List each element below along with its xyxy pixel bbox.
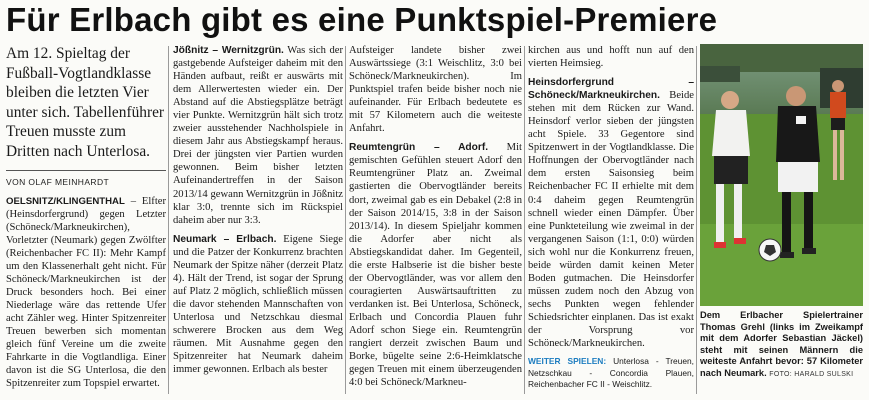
article-paragraph: [528, 76, 694, 350]
paragraph-text: – Elfter (Heinsdorfergrund) gegen Letzter (Schöneck/Markneukirchen), Vorletzter (Neumark) gegen Zwölfter (Reichenbacher FC II): Mehr Kampf um den Klassenerhalt geht nicht. Für Schöneck/Markneukirchen ist der Druck besonders hoch. Bei einer Niederlage wäre das rettende Ufer acht Zähler weg. Hinter Spitzenreiter Treuen bewerben sich momentan gleich fünf Vereine um die zweite Fahrkarte in die Vogtlandliga. Einer davon ist die SG Unterlosa, die den Spitzenreiter zum Topspiel erwartet.: [6, 195, 166, 390]
match-heading: Jößnitz – Wernitzgrün.: [173, 45, 284, 56]
match-photo: [700, 44, 863, 306]
paragraph-text: Mit gemischten Gefühlen steuert Adorf den Reumtengrüner Platz an. Zweimal gastierten die Obervogtländer bereits dort, zweimal gab es ein Debakel (2:8 in der Saison 2014/15, 3:8 in der Saison 2013/14). In diesem Spieljahr kommen die Adorfer aber nicht als Abstiegskandidat daher. Im Gegenteil, die erste Halbserie ist die bisher beste der Obervogtländer, was vor allem den couragierten Auswärtsauftritten zu verdanken ist. Bei Unterlosa, Schöneck, Erlbach und Concordia Plauen fuhr Adorf schon Siege ein. Reumtengrün rangiert derzeit zwischen Baum und Borke, bügelte seine 2:6-Heimklatsche gegen Treuen mit einem überzeugenden 4:0 bei Schöneck/Markneu-: [349, 142, 522, 389]
match-heading: Reumtengrün – Adorf.: [349, 142, 489, 154]
column-rule: [168, 46, 169, 394]
caption-text: Dem Erlbacher Spielertrainer Thomas Grehl (links im Zweikampf mit dem Adorfer Sebastian Jäckel) steht mit seinen Männern die weiteste Anfahrt bevor: 57 Kilometer nach Neumark.: [700, 310, 863, 378]
paragraph-text: Eigene Siege und die Patzer der Konkurrenz brachten Neumark der Spitze näher (derzeit Platz 4). Hält der Trend, ist sogar der Sprung auf Platz 2 möglich, schließlich müssen die davor stehenden Mannschaften von Unterlosa und Netzschkau diesmal schwerere Brocken aus dem Weg räumen. Mit Ausnahme gegen den Spitzenreiter hat Neumark daheim immer gewonnen. Erlbach als bester: [173, 233, 343, 376]
divider: [6, 170, 166, 171]
football-players-image: [700, 44, 863, 306]
article-paragraph: [173, 233, 343, 377]
column-5: [700, 44, 863, 396]
column-1: [6, 44, 166, 396]
further-matches-label: WEITER SPIELEN:: [528, 356, 607, 367]
column-rule: [345, 46, 346, 394]
byline: VON OLAF MEINHARDT: [6, 176, 110, 187]
further-matches: [528, 356, 694, 391]
article-paragraph: [6, 195, 166, 391]
column-rule: [696, 46, 697, 394]
photo-caption: [700, 310, 863, 381]
paragraph-text: Beide stehen mit dem Rücken zur Wand. Heinsdorf verlor sieben der jüngsten acht Spiele. 33 Gegentore sind Spitzenwert in der Vogtlandklasse. Die Hoffnungen der Obervogtländer nach dem ersten Saisonsieg beim Reichenbacher FC II erhielte mit dem 0:4 daheim gegen Reumtengrün schnell wieder einen Dämpfer. Über eine Punkteteilung wie zweimal in der vergangenen Saison (1:1, 0:0) würden sich wohl nur die Konkurrenz freuen, beide würden damit keinen Meter Boden gutmachen. Die Heinsdorfer müssen zudem noch den Abzug von sechs Punkten wegen fehlender Schiedsrichter einplanen. Das ist exakt der Vorsprung vor Schöneck/Markneukirchen.: [528, 90, 694, 350]
lead-paragraph: Am 12. Spieltag der Fußball-Vogtlandklasse bleiben die letzten Vier unter sich. Tabellenführer Treuen musste zum Dritten nach Unterlosa.: [6, 45, 165, 160]
column-2: [173, 44, 343, 396]
photo-credit: FOTO: HARALD SULSKI: [769, 370, 854, 378]
column-3: [349, 44, 522, 396]
article-paragraph: [173, 44, 343, 227]
match-heading: Neumark – Erlbach.: [173, 233, 277, 245]
dateline: OELSNITZ/KLINGENTHAL: [6, 195, 125, 207]
paragraph-text: Was sich der gastgebende Aufsteiger daheim mit den Händen aufbaut, reißt er auswärts mit dem Allerwertesten wieder ein. Der Abstand auf die Abstiegsplätze beträgt vier Punkte. Wernitzgrün hält sich trotz zweier ausstehender Nachholspiele in diesem Jahr aus Abstiegskampf heraus. Drei der jüngsten vier Partien wurden gewonnen. Beim bisher letzten Aufeinandertreffen in der Saison 2013/14 gewann Wernitzgrün in Jößnitz klar 3:0, trennte sich im Rückspiel daheim aber nur 3:3.: [173, 45, 343, 226]
match-heading: Heinsdorfergrund – Schöneck/Markneukirchen.: [528, 77, 694, 102]
column-4: [528, 44, 694, 396]
article-paragraph: kirchen aus und hofft nun auf den vierten Heimsieg.: [528, 45, 694, 70]
column-rule: [524, 46, 525, 394]
article-paragraph: [349, 141, 522, 389]
article-paragraph: Aufsteiger landete bisher zwei Auswärtssiege (3:1 Weischlitz, 3:0 bei Schöneck/Markneukirchen). Im Punktspiel trafen beide bisher noch nie aufeinander. Für Erlbach bedeutete es mit 57 Kilometern auch die weiteste Anfahrt.: [349, 45, 522, 135]
headline: Für Erlbach gibt es eine Punktspiel-Premiere: [6, 1, 718, 38]
further-matches-text: Unterlosa - Treuen, Netzschkau - Concordia Plauen, Reichenbacher FC II - Weischlitz.: [528, 356, 694, 390]
